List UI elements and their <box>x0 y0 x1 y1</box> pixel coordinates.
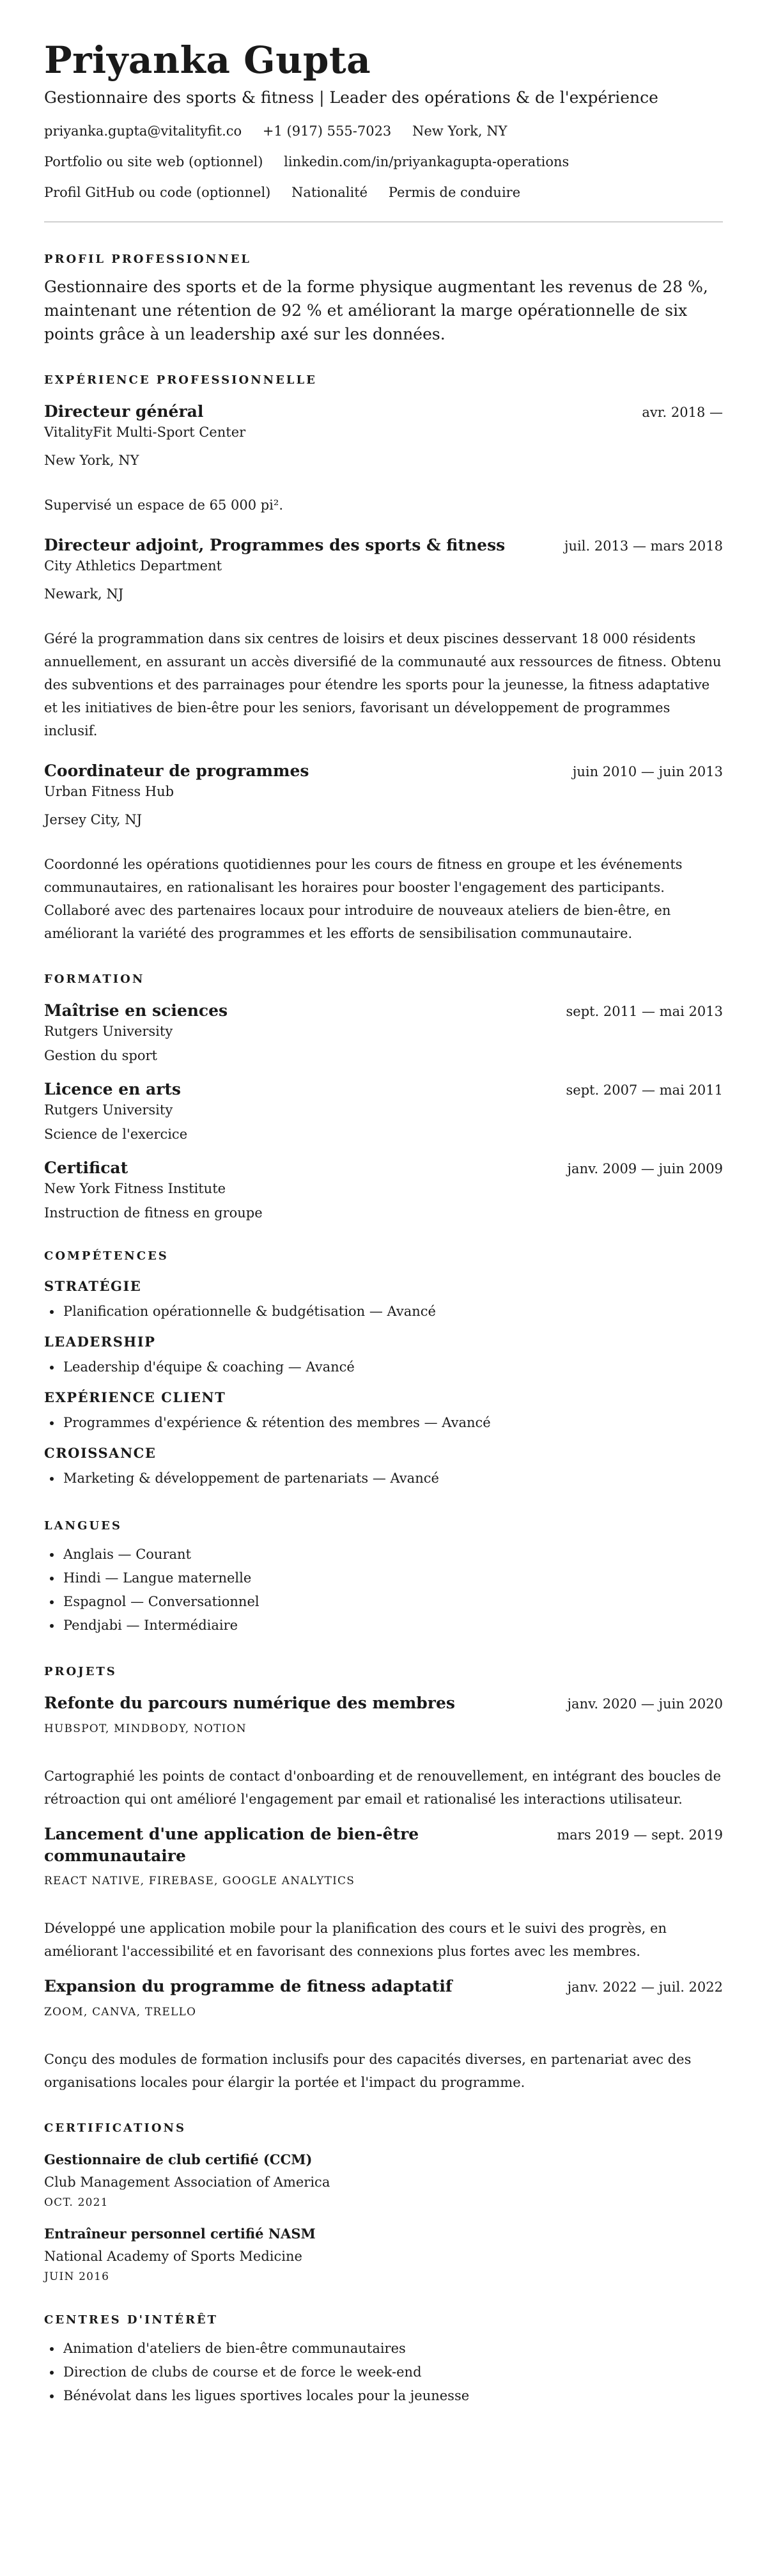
skill-list <box>44 1467 723 1490</box>
contact-portfolio[interactable]: Portfolio ou site web (optionnel) <box>44 154 263 169</box>
education-degree: Maîtrise en sciences <box>44 1001 228 1020</box>
education-section <box>44 972 723 1222</box>
section-title-projects: PROJETS <box>44 1665 117 1678</box>
project-name: Expansion du programme de fitness adaptatif <box>44 1977 453 1995</box>
section-title-languages: LANGUES <box>44 1519 122 1533</box>
experience-role: Coordinateur de programmes <box>44 761 309 780</box>
experience-dates: juin 2010 — juin 2013 <box>572 764 723 779</box>
project-dates: mars 2019 — sept. 2019 <box>557 1827 723 1843</box>
skill-group <box>44 1388 723 1435</box>
project-entry <box>44 1692 723 1811</box>
skill-group-title: STRATÉGIE <box>44 1278 142 1294</box>
education-dates: janv. 2009 — juin 2009 <box>567 1161 723 1176</box>
education-field: Science de l'exercice <box>44 1127 188 1142</box>
education-school: New York Fitness Institute <box>44 1181 226 1196</box>
resume-header <box>44 38 723 202</box>
experience-location: New York, NY <box>44 453 139 468</box>
certifications-section <box>44 2121 723 2284</box>
contact-location: New York, NY <box>412 123 507 139</box>
section-title-education: FORMATION <box>44 972 145 986</box>
contact-row-2 <box>44 152 723 171</box>
profile-summary: Gestionnaire des sports et de la forme physique augmentant les revenus de 28 %, maintenant une rétention de 92 % et améliorant la marge opérationnelle de six points grâce à un leadership axé sur les données. <box>44 277 708 343</box>
profile-section <box>44 252 723 346</box>
interest-item: • Bénévolat dans les ligues sportives locales pour la jeunesse <box>62 2384 723 2408</box>
experience-description: Coordonné les opérations quotidiennes pour les cours de fitness en groupe et les événements communautaires, en rationalisant les horaires pour booster l'engagement des participants. Collaboré avec des partenaires locaux pour introduire de nouveaux ateliers de bien-être, en améliorant la variété des programmes et les efforts de sensibilisation communautaire. <box>44 857 683 941</box>
project-description: Conçu des modules de formation inclusifs pour des capacités diverses, en partenariat avec des organisations locales pour élargir la portée et l'impact du programme. <box>44 2052 692 2090</box>
project-entry <box>44 1823 723 1963</box>
project-dates: janv. 2020 — juin 2020 <box>567 1696 723 1712</box>
certification-name: Entraîneur personnel certifié NASM <box>44 2226 316 2242</box>
section-title-certifications: CERTIFICATIONS <box>44 2121 186 2135</box>
section-title-interests: CENTRES D'INTÉRÊT <box>44 2313 219 2327</box>
interests-section <box>44 2313 723 2408</box>
section-title-experience: EXPÉRIENCE PROFESSIONNELLE <box>44 373 317 387</box>
contact-license: Permis de conduire <box>388 185 521 200</box>
contact-row-1 <box>44 121 723 141</box>
education-field: Gestion du sport <box>44 1048 157 1063</box>
experience-org: VitalityFit Multi-Sport Center <box>44 425 246 440</box>
skill-group-title: CROISSANCE <box>44 1445 157 1461</box>
certification-name: Gestionnaire de club certifié (CCM) <box>44 2151 313 2167</box>
skill-group <box>44 1332 723 1379</box>
skill-group-title: LEADERSHIP <box>44 1334 156 1350</box>
contact-nationality: Nationalité <box>291 185 368 200</box>
certification-entry <box>44 2150 723 2210</box>
project-name: Lancement d'une application de bien-être communautaire <box>44 1825 419 1865</box>
education-dates: sept. 2011 — mai 2013 <box>566 1004 723 1019</box>
contact-phone[interactable]: +1 (917) 555-7023 <box>262 123 392 139</box>
education-degree: Certificat <box>44 1159 128 1177</box>
skill-list <box>44 1300 723 1323</box>
experience-location: Newark, NJ <box>44 586 124 602</box>
education-school: Rutgers University <box>44 1024 173 1039</box>
education-field: Instruction de fitness en groupe <box>44 1205 263 1221</box>
project-dates: janv. 2022 — juil. 2022 <box>567 1979 723 1995</box>
skill-group <box>44 1277 723 1323</box>
project-description: Développé une application mobile pour la planification des cours et le suivi des progrès, en améliorant l'accessibilité et en favorisant des connexions plus fortes avec les membres. <box>44 1921 667 1959</box>
experience-role: Directeur général <box>44 402 204 421</box>
contact-linkedin[interactable]: linkedin.com/in/priyankagupta-operations <box>284 154 569 169</box>
skill-list <box>44 1411 723 1435</box>
language-item: • Pendjabi — Intermédiaire <box>62 1614 723 1637</box>
skill-item: • Planification opérationnelle & budgétisation — Avancé <box>62 1300 723 1323</box>
project-entry <box>44 1976 723 2094</box>
certification-entry <box>44 2224 723 2284</box>
project-tools: REACT NATIVE, FIREBASE, GOOGLE ANALYTICS <box>44 1875 355 1887</box>
experience-dates: avr. 2018 — <box>642 405 723 420</box>
education-entry <box>44 1157 723 1222</box>
projects-section <box>44 1664 723 2094</box>
skills-section <box>44 1249 723 1490</box>
skill-group-title: EXPÉRIENCE CLIENT <box>44 1389 226 1405</box>
project-description: Cartographié les points de contact d'onboarding et de renouvellement, en intégrant des boucles de rétroaction qui ont amélioré l'engagement par email et rationalisé les interactions utilisateur. <box>44 1768 722 1807</box>
experience-description: Supervisé un espace de 65 000 pi². <box>44 497 283 513</box>
skill-item: • Programmes d'expérience & rétention des membres — Avancé <box>62 1411 723 1435</box>
header-divider <box>44 221 723 222</box>
experience-dates: juil. 2013 — mars 2018 <box>564 538 723 554</box>
contact-email[interactable]: priyanka.gupta@vitalityfit.co <box>44 123 242 139</box>
contact-github[interactable]: Profil GitHub ou code (optionnel) <box>44 185 271 200</box>
language-item: • Hindi — Langue maternelle <box>62 1566 723 1590</box>
skill-list <box>44 1355 723 1379</box>
experience-entry <box>44 535 723 742</box>
section-title-profile: PROFIL PROFESSIONNEL <box>44 253 251 266</box>
experience-description: Géré la programmation dans six centres de loisirs et deux piscines desservant 18 000 résidents annuellement, en assurant un accès diversifié de la communauté aux ressources de fitness. Obtenu des subventions et des parrainages pour étendre les sports pour la jeunesse, la fitness adaptative et les initiatives de bien-être pour les seniors, favorisant un développement de programmes inclusif. <box>44 631 722 738</box>
language-item: • Anglais — Courant <box>62 1543 723 1566</box>
certification-date: OCT. 2021 <box>44 2196 109 2209</box>
candidate-name: Priyanka Gupta <box>44 38 371 82</box>
skill-item: • Marketing & développement de partenariats — Avancé <box>62 1467 723 1490</box>
skill-item: • Leadership d'équipe & coaching — Avancé <box>62 1355 723 1379</box>
experience-role: Directeur adjoint, Programmes des sports & fitness <box>44 536 506 554</box>
interest-list <box>44 2337 723 2408</box>
contact-row-3 <box>44 183 723 202</box>
skill-group <box>44 1444 723 1490</box>
experience-org: Urban Fitness Hub <box>44 784 174 799</box>
section-title-skills: COMPÉTENCES <box>44 1249 169 1263</box>
experience-entry <box>44 401 723 517</box>
education-degree: Licence en arts <box>44 1080 181 1098</box>
interest-item: • Animation d'ateliers de bien-être communautaires <box>62 2337 723 2361</box>
languages-section <box>44 1518 723 1637</box>
experience-org: City Athletics Department <box>44 558 222 574</box>
language-list <box>44 1543 723 1637</box>
education-dates: sept. 2007 — mai 2011 <box>566 1082 723 1098</box>
headline: Gestionnaire des sports & fitness | Leader des opérations & de l'expérience <box>44 88 658 107</box>
experience-entry <box>44 760 723 945</box>
project-tools: ZOOM, CANVA, TRELLO <box>44 2006 197 2018</box>
education-school: Rutgers University <box>44 1102 173 1118</box>
language-item: • Espagnol — Conversationnel <box>62 1590 723 1614</box>
certification-issuer: Club Management Association of America <box>44 2174 330 2190</box>
education-entry <box>44 1079 723 1143</box>
interest-item: • Direction de clubs de course et de force le week-end <box>62 2361 723 2384</box>
experience-location: Jersey City, NJ <box>44 812 143 827</box>
experience-section <box>44 373 723 945</box>
certification-date: JUIN 2016 <box>44 2270 110 2283</box>
education-entry <box>44 1000 723 1065</box>
certification-issuer: National Academy of Sports Medicine <box>44 2249 302 2264</box>
project-tools: HUBSPOT, MINDBODY, NOTION <box>44 1722 247 1735</box>
project-name: Refonte du parcours numérique des membres <box>44 1694 455 1712</box>
